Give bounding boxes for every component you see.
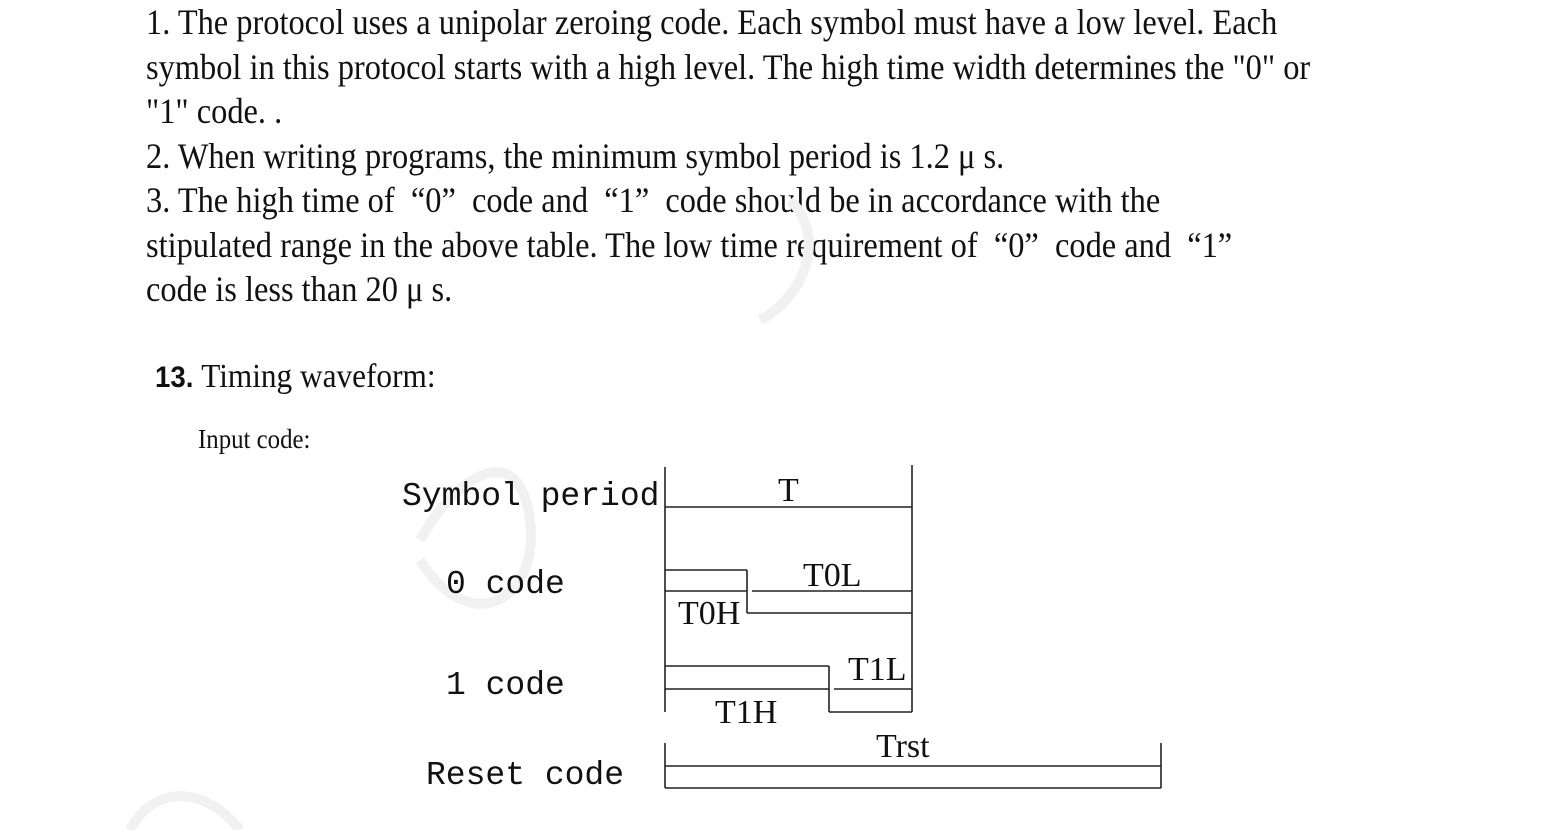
one-code-label: 1 code [446, 667, 565, 704]
t0l-label: T0L [803, 557, 862, 594]
note-line-5: 3. The high time of “0” code and “1” code should be in accordance with the [146, 180, 1161, 220]
watermark-logo [130, 200, 809, 830]
t1h-label: T1H [715, 694, 778, 731]
zero-code-label: 0 code [446, 566, 565, 603]
note-line-4: 2. When writing programs, the minimum symbol period is 1.2 μ s. [146, 135, 1005, 176]
note-line-6: stipulated range in the above table. The low time requirement of “0” code and “1” [146, 224, 1233, 265]
t1l-label: T1L [848, 651, 907, 688]
note-line-3: "1" code. . [146, 91, 283, 131]
period-t-label: T [778, 472, 799, 509]
note-line-1: 1. The protocol uses a unipolar zeroing code. Each symbol must have a low level. Each [146, 2, 1278, 42]
symbol-period-label: Symbol period [402, 478, 660, 515]
note-line-2: symbol in this protocol starts with a high level. The high time width determines the "0" or [146, 46, 1311, 87]
t0h-label: T0H [678, 595, 741, 632]
input-code-label: Input code: [198, 424, 311, 454]
section-number: 13. [155, 361, 194, 394]
section-title: Timing waveform: [201, 358, 436, 395]
reset-code-label: Reset code [426, 757, 625, 794]
note-line-7: code is less than 20 μ s. [146, 269, 453, 309]
trst-label: Trst [876, 728, 930, 765]
